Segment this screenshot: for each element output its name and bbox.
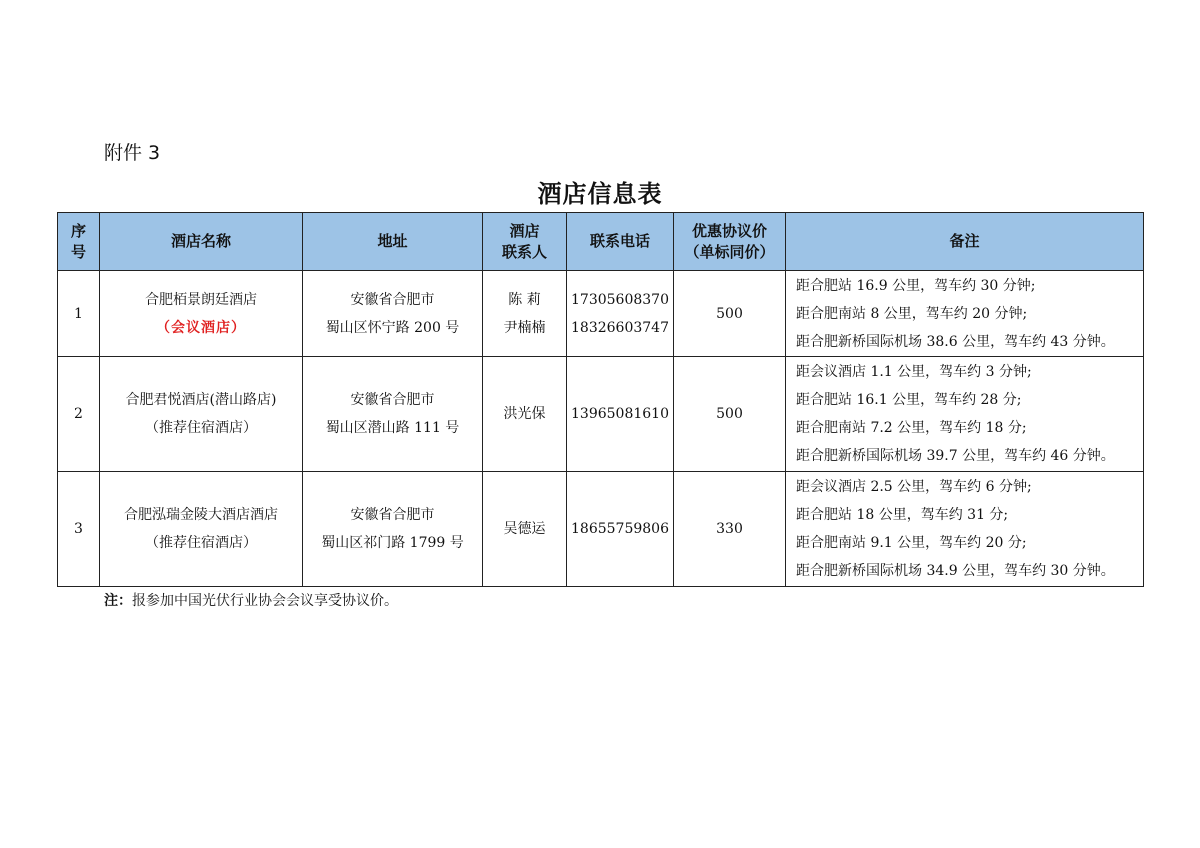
table-row: [58, 357, 1144, 472]
hotel-tag: （推荐住宿酒店）: [145, 420, 257, 436]
hotel-table: [57, 212, 1144, 587]
footnote-label: 注：: [104, 593, 132, 609]
page-title: 酒店信息表: [537, 179, 663, 208]
row-price: 500: [674, 271, 786, 357]
hotel-tag: （会议酒店）: [156, 319, 246, 336]
row-seq: 2: [58, 357, 100, 472]
row-phone: 18655759806: [567, 472, 674, 587]
row-hotel-name: 合肥君悦酒店(潜山路店) （推荐住宿酒店）: [100, 357, 303, 472]
row-seq: 3: [58, 472, 100, 587]
hotel-tag: （推荐住宿酒店）: [145, 535, 257, 551]
header-phone: 联系电话: [567, 213, 674, 271]
row-contact: 洪光保: [483, 357, 567, 472]
row-notes: 距会议酒店 1.1 公里，驾车约 3 分钟; 距合肥站 16.1 公里，驾车约 28 分; 距合肥南站 7.2 公里，驾车约 18 分; 距合肥新桥国际机场 39.7 公里，驾车约 46 分钟。: [786, 357, 1144, 472]
row-contact: 陈 莉 尹楠楠: [483, 271, 567, 357]
row-hotel-name: 合肥泓瑞金陵大酒店酒店 （推荐住宿酒店）: [100, 472, 303, 587]
header-contact: 酒店 联系人: [483, 213, 567, 271]
table-row: [58, 271, 1144, 357]
table-header-row: [58, 213, 1144, 271]
row-phone: 13965081610: [567, 357, 674, 472]
footnote-text: 报参加中国光伏行业协会会议享受协议价。: [132, 593, 398, 609]
row-seq: 1: [58, 271, 100, 357]
row-price: 500: [674, 357, 786, 472]
row-address: 安徽省合肥市 蜀山区潜山路 111 号: [303, 357, 483, 472]
row-contact: 吴德运: [483, 472, 567, 587]
header-notes: 备注: [786, 213, 1144, 271]
header-name: 酒店名称: [100, 213, 303, 271]
row-hotel-name: 合肥栢景朗廷酒店 （会议酒店）: [100, 271, 303, 357]
header-seq: 序 号: [58, 213, 100, 271]
table-row: [58, 472, 1144, 587]
header-address: 地址: [303, 213, 483, 271]
row-address: 安徽省合肥市 蜀山区怀宁路 200 号: [303, 271, 483, 357]
row-notes: 距合肥站 16.9 公里，驾车约 30 分钟; 距合肥南站 8 公里，驾车约 20 分钟; 距合肥新桥国际机场 38.6 公里，驾车约 43 分钟。: [786, 271, 1144, 357]
row-address: 安徽省合肥市 蜀山区祁门路 1799 号: [303, 472, 483, 587]
row-price: 330: [674, 472, 786, 587]
header-price: 优惠协议价 （单标同价）: [674, 213, 786, 271]
row-notes: 距会议酒店 2.5 公里，驾车约 6 分钟; 距合肥站 18 公里，驾车约 31 分; 距合肥南站 9.1 公里，驾车约 20 分; 距合肥新桥国际机场 34.9 公里，驾车约 30 分钟。: [786, 472, 1144, 587]
row-phone: 17305608370 18326603747: [567, 271, 674, 357]
footnote: [104, 590, 398, 610]
attachment-label: 附件 3: [104, 142, 161, 164]
